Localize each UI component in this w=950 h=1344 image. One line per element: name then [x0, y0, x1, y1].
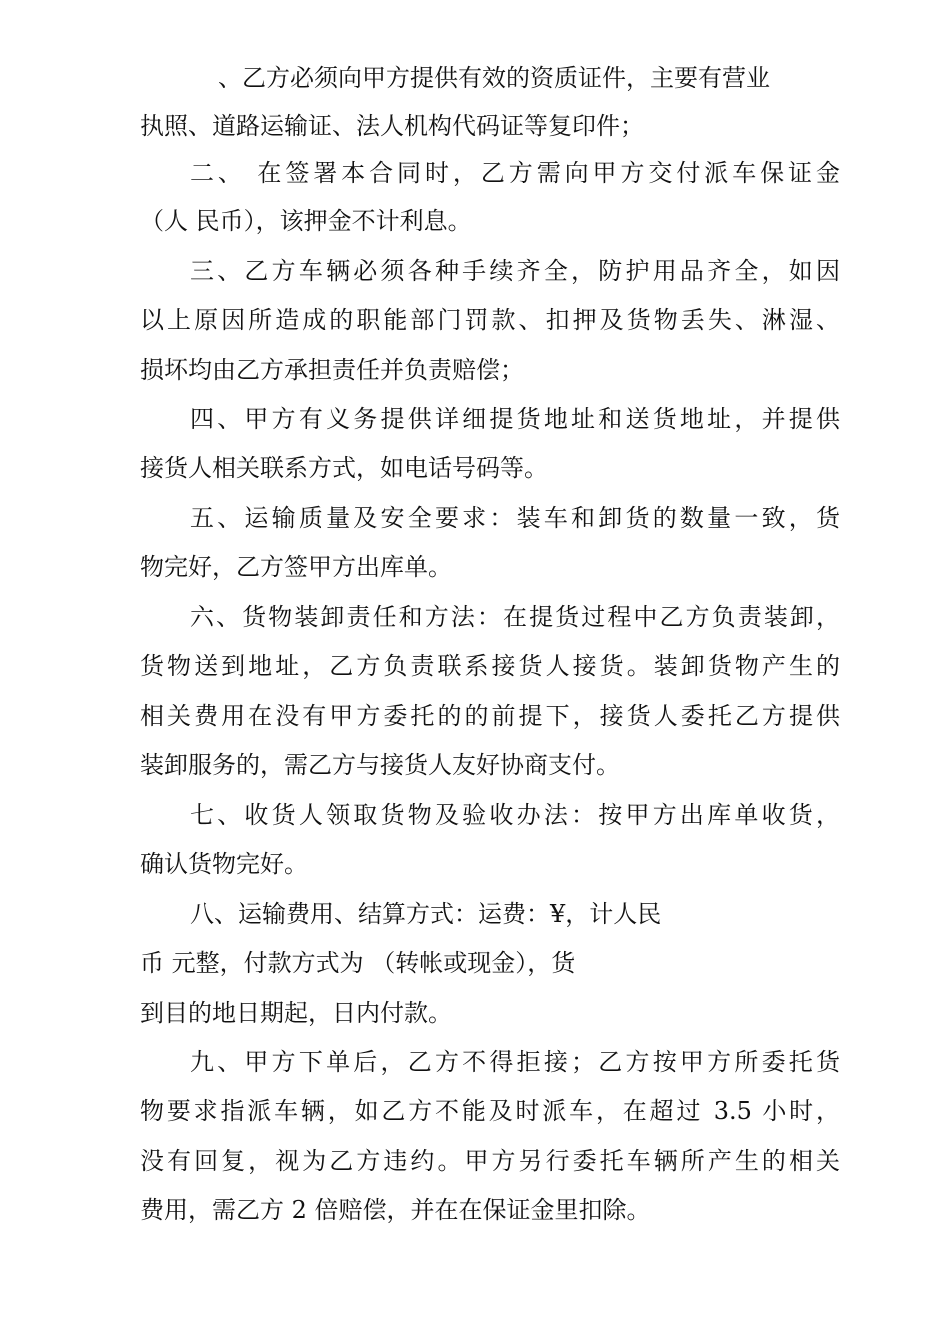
clause-3-line-3: 损坏均由乙方承担责任并负责赔偿；: [140, 356, 524, 384]
clause-5-line-2: 物完好，乙方签甲方出库单。: [140, 553, 452, 581]
clause-1-line-1: 、乙方必须向甲方提供有效的资质证件，主要有营业: [218, 64, 770, 92]
clause-3-line-2: 以上原因所造成的职能部门罚款、扣押及货物丢失、淋湿、: [140, 306, 840, 334]
clause-7-line-1: 七、收货人领取货物及验收办法：按甲方出库单收货，: [190, 801, 840, 829]
clause-8-line-1: 八、运输费用、结算方式：运费：¥，计人民: [190, 900, 662, 928]
clause-9-line-3: 没有回复，视为乙方违约。甲方另行委托车辆所产生的相关: [140, 1147, 840, 1175]
clause-1-line-2: 执照、道路运输证、法人机构代码证等复印件；: [140, 112, 644, 140]
clause-6-line-1: 六、货物装卸责任和方法：在提货过程中乙方负责装卸，: [190, 603, 840, 631]
clause-8-line-3: 到目的地日期起，日内付款。: [140, 999, 452, 1027]
clause-2-line-1: 二、 在签署本合同时，乙方需向甲方交付派车保证金: [190, 159, 840, 187]
clause-6-line-2: 货物送到地址，乙方负责联系接货人接货。装卸货物产生的: [140, 652, 840, 680]
clause-8-line-2: 币 元整，付款方式为 （转帐或现金），货: [140, 949, 576, 977]
clause-4-line-1: 四、甲方有义务提供详细提货地址和送货地址，并提供: [190, 405, 840, 433]
clause-9-line-4: 费用，需乙方 2 倍赔偿，并在在保证金里扣除。: [140, 1196, 651, 1224]
clause-4-line-2: 接货人相关联系方式，如电话号码等。: [140, 454, 548, 482]
clause-9-line-1: 九、甲方下单后，乙方不得拒接；乙方按甲方所委托货: [190, 1048, 840, 1076]
clause-5-line-1: 五、运输质量及安全要求：装车和卸货的数量一致，货: [190, 504, 840, 532]
clause-6-line-3: 相关费用在没有甲方委托的的前提下，接货人委托乙方提供: [140, 702, 840, 730]
clause-3-line-1: 三、乙方车辆必须各种手续齐全，防护用品齐全，如因: [190, 257, 840, 285]
clause-7-line-2: 确认货物完好。: [140, 850, 308, 878]
clause-2-line-2: （人 民币），该押金不计利息。: [140, 207, 472, 235]
clause-6-line-4: 装卸服务的，需乙方与接货人友好协商支付。: [140, 751, 620, 779]
clause-9-line-2: 物要求指派车辆，如乙方不能及时派车，在超过 3.5 小时，: [140, 1097, 840, 1125]
